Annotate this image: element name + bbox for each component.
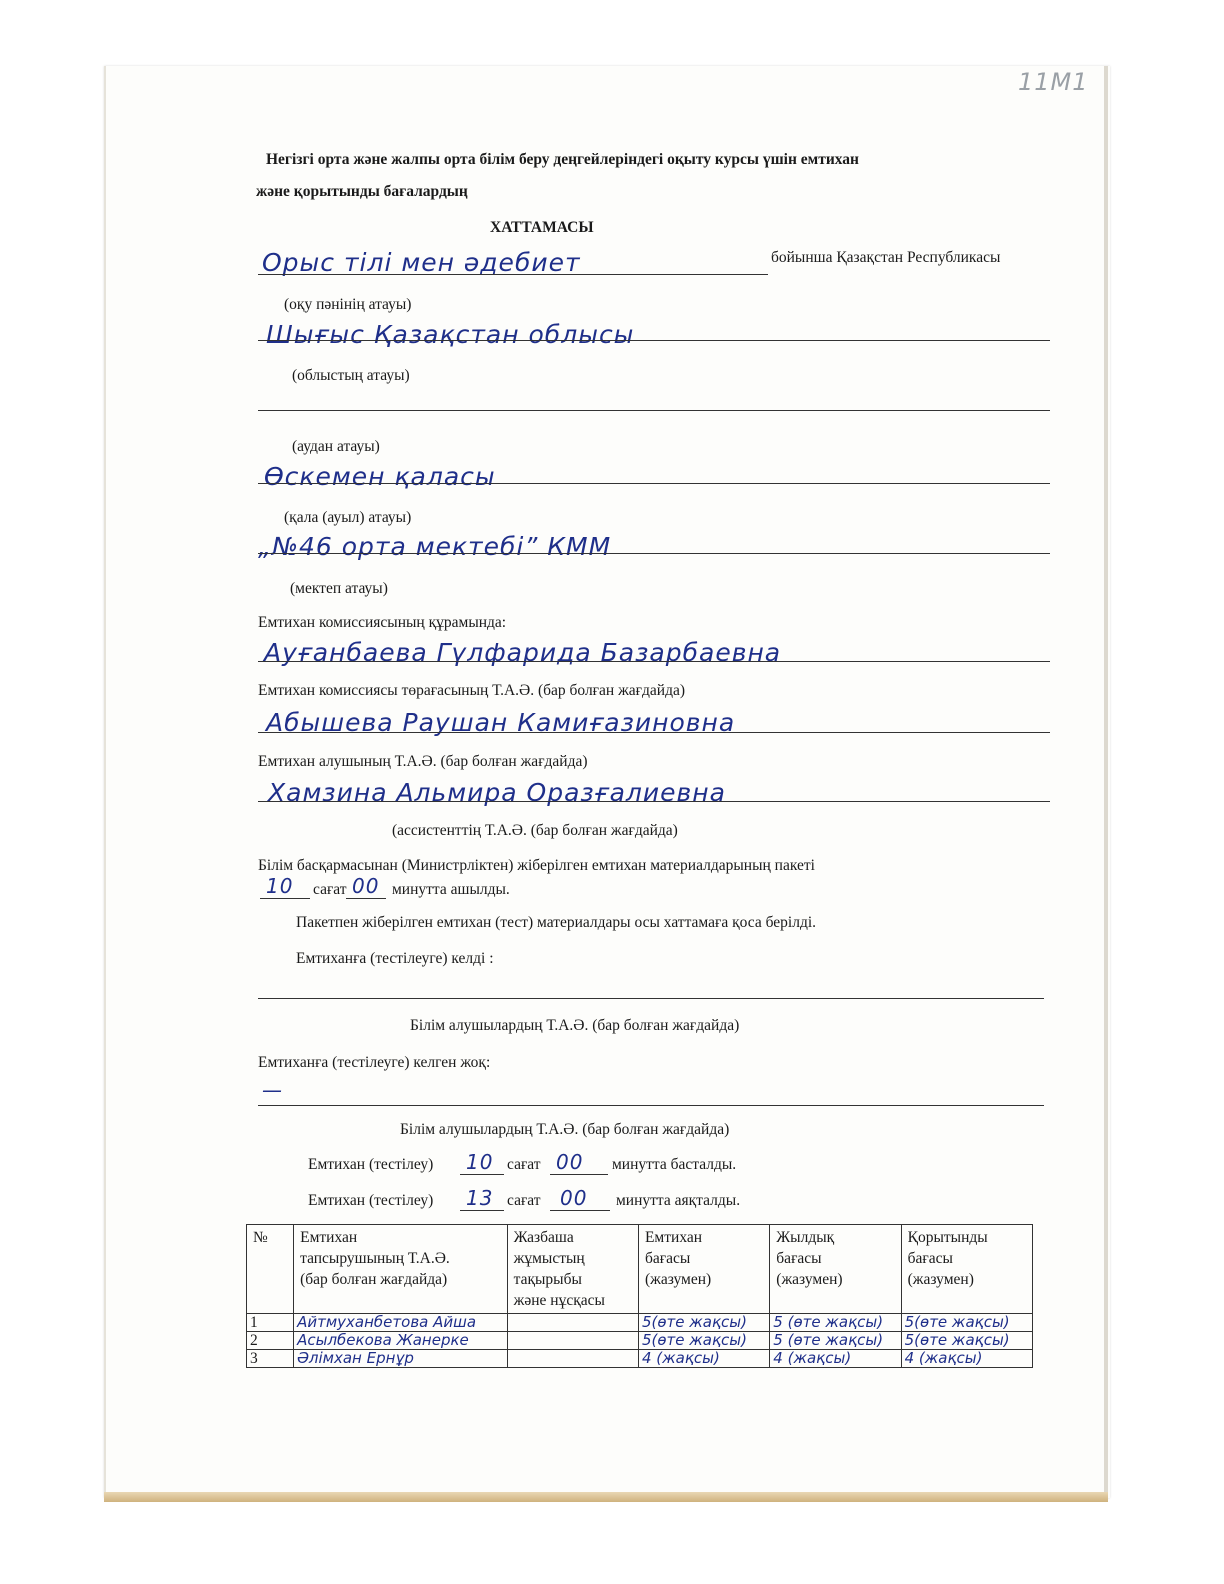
- header-exam-line: (жазумен): [644, 1271, 712, 1288]
- subject-value: Орыс тілі мен әдебиет: [262, 248, 581, 277]
- timing-start-minute: 00: [556, 1150, 584, 1174]
- package-hour: 10: [266, 874, 294, 898]
- header-year-line: Жылдық: [776, 1229, 835, 1246]
- timing-start-hour-line: [460, 1174, 504, 1175]
- assistant-line: [258, 801, 1050, 802]
- district-line: [258, 410, 1050, 411]
- header-topic-line: Жазбаша: [513, 1229, 574, 1246]
- commission-chair-caption: Емтихан комиссиясы төрағасының Т.А.Ә. (бар болған жағдайда): [258, 682, 686, 699]
- absent-caption: Білім алушылардың Т.А.Ә. (бар болған жағдайда): [400, 1121, 730, 1138]
- header-name-line: Емтихан: [300, 1229, 358, 1246]
- header-line-1: Негізгі орта және жалпы орта білім беру деңгейлеріндегі оқыту курсы үшін емтихан: [266, 151, 859, 168]
- row-final-grade: 4 (жақсы): [901, 1350, 1032, 1368]
- table-row: [247, 1332, 1033, 1350]
- timing-end-hour-line: [460, 1210, 504, 1211]
- table-row: [247, 1350, 1033, 1368]
- header-year-line: (жазумен): [776, 1271, 843, 1288]
- commission-chair-line: [258, 661, 1050, 662]
- arrived-label: Емтиханға (тестілеуге) келді :: [296, 950, 494, 967]
- row-name: Айтмуханбетова Айша: [294, 1314, 508, 1332]
- timing-end-prefix: Емтихан (тестілеу): [308, 1192, 434, 1209]
- arrived-line: [258, 998, 1044, 999]
- district-caption: (аудан атауы): [292, 438, 380, 455]
- header-topic-line: жұмыстың: [513, 1250, 585, 1267]
- timing-end-hour: 13: [466, 1186, 494, 1210]
- region-line: [258, 340, 1050, 341]
- header-final-line: Қорытынды: [907, 1229, 988, 1246]
- row-year-grade: 5 (өте жақсы): [770, 1314, 901, 1332]
- timing-end-suffix: минутта аяқталды.: [616, 1192, 741, 1209]
- subject-suffix: бойынша Қазақстан Республикасы: [771, 249, 1001, 266]
- absent-label: Емтиханға (тестілеуге) келген жоқ:: [258, 1054, 491, 1071]
- row-no: 3: [247, 1350, 294, 1368]
- row-no: 1: [247, 1314, 294, 1332]
- row-exam-grade: 5(өте жақсы): [638, 1314, 769, 1332]
- row-final-grade: 5(өте жақсы): [901, 1314, 1032, 1332]
- header-topic: [507, 1225, 638, 1314]
- row-topic: [507, 1350, 638, 1368]
- absent-line: [258, 1105, 1044, 1106]
- row-final-grade: 5(өте жақсы): [901, 1332, 1032, 1350]
- city-value: Өскемен қаласы: [264, 462, 496, 491]
- timing-start-prefix: Емтихан (тестілеу): [308, 1156, 434, 1173]
- header-name-line: (бар болған жағдайда): [300, 1271, 448, 1288]
- header-exam-line: Емтихан: [644, 1229, 703, 1246]
- paper-bottom-edge: [104, 1492, 1108, 1502]
- timing-start-suffix: минутта басталды.: [612, 1156, 737, 1173]
- package-minute-line: [346, 898, 386, 899]
- package-hour-line: [260, 898, 310, 899]
- timing-end-minute: 00: [560, 1186, 588, 1210]
- package-minute: 00: [352, 874, 380, 898]
- timing-end-minute-line: [550, 1210, 610, 1211]
- row-name: Асылбекова Жанерке: [294, 1332, 508, 1350]
- examiner-caption: Емтихан алушының Т.А.Ә. (бар болған жағдайда): [258, 753, 588, 770]
- city-caption: (қала (ауыл) атауы): [284, 509, 412, 526]
- assistant-caption: (ассистенттің Т.А.Ә. (бар болған жағдайда): [392, 822, 678, 839]
- header-line-2: және қорытынды бағалардың: [256, 183, 468, 200]
- region-caption: (облыстың атауы): [292, 367, 410, 384]
- header-final: [901, 1225, 1032, 1314]
- examiner-line: [258, 732, 1050, 733]
- header-final-line: бағасы: [907, 1250, 953, 1267]
- school-value: „№46 орта мектебі” КММ: [258, 532, 612, 561]
- absent-value: —: [262, 1078, 283, 1102]
- row-year-grade: 5 (өте жақсы): [770, 1332, 901, 1350]
- examiner-value: Абышева Раушан Камиғазиновна: [266, 708, 736, 737]
- school-caption: (мектеп атауы): [290, 580, 388, 597]
- header-year-line: бағасы: [776, 1250, 822, 1267]
- assistant-value: Хамзина Альмира Оразғалиевна: [268, 778, 726, 807]
- package-line-1: Білім басқармасынан (Министрліктен) жіберілген емтихан материалдарының пакеті: [258, 857, 815, 874]
- city-line: [258, 483, 1050, 484]
- timing-start-hour: 10: [466, 1150, 494, 1174]
- table-header-row: [247, 1225, 1033, 1314]
- row-exam-grade: 4 (жақсы): [638, 1350, 769, 1368]
- timing-end-hour-label: сағат: [507, 1192, 541, 1209]
- header-exam: [638, 1225, 769, 1314]
- subject-line: [258, 274, 768, 275]
- package-minute-label: минутта ашылды.: [392, 881, 510, 898]
- school-line: [258, 553, 1050, 554]
- document-title: ХАТТАМАСЫ: [490, 219, 594, 236]
- arrived-caption: Білім алушылардың Т.А.Ә. (бар болған жағдайда): [410, 1017, 740, 1034]
- table-row: [247, 1314, 1033, 1332]
- header-year: [770, 1225, 901, 1314]
- paper-right-edge: [1104, 66, 1108, 1498]
- timing-start-hour-label: сағат: [507, 1156, 541, 1173]
- grades-table: [246, 1224, 1033, 1368]
- header-name-line: тапсырушының Т.А.Ә.: [300, 1250, 450, 1267]
- header-exam-line: бағасы: [644, 1250, 691, 1267]
- commission-chair-value: Ауғанбаева Гүлфарида Базарбаевна: [264, 638, 782, 667]
- region-value: Шығыс Қазақстан облысы: [266, 320, 635, 349]
- row-topic: [507, 1314, 638, 1332]
- header-topic-line: және нұсқасы: [513, 1292, 605, 1309]
- header-no: №: [247, 1225, 294, 1314]
- subject-caption: (оқу пәнінің атауы): [284, 296, 412, 313]
- row-name: Әлімхан Ернұр: [294, 1350, 508, 1368]
- package-attached: Пакетпен жіберілген емтихан (тест) материалдары осы хаттамаға қоса берілді.: [296, 914, 817, 931]
- commission-label: Емтихан комиссиясының құрамында:: [258, 614, 507, 631]
- row-topic: [507, 1332, 638, 1350]
- timing-start-minute-line: [550, 1174, 608, 1175]
- header-topic-line: тақырыбы: [513, 1271, 582, 1288]
- corner-mark: 11М1: [1018, 68, 1089, 96]
- row-exam-grade: 5(өте жақсы): [638, 1332, 769, 1350]
- header-final-line: (жазумен): [907, 1271, 974, 1288]
- header-name: [294, 1225, 508, 1314]
- package-hour-label: сағат: [313, 881, 347, 898]
- row-year-grade: 4 (жақсы): [770, 1350, 901, 1368]
- row-no: 2: [247, 1332, 294, 1350]
